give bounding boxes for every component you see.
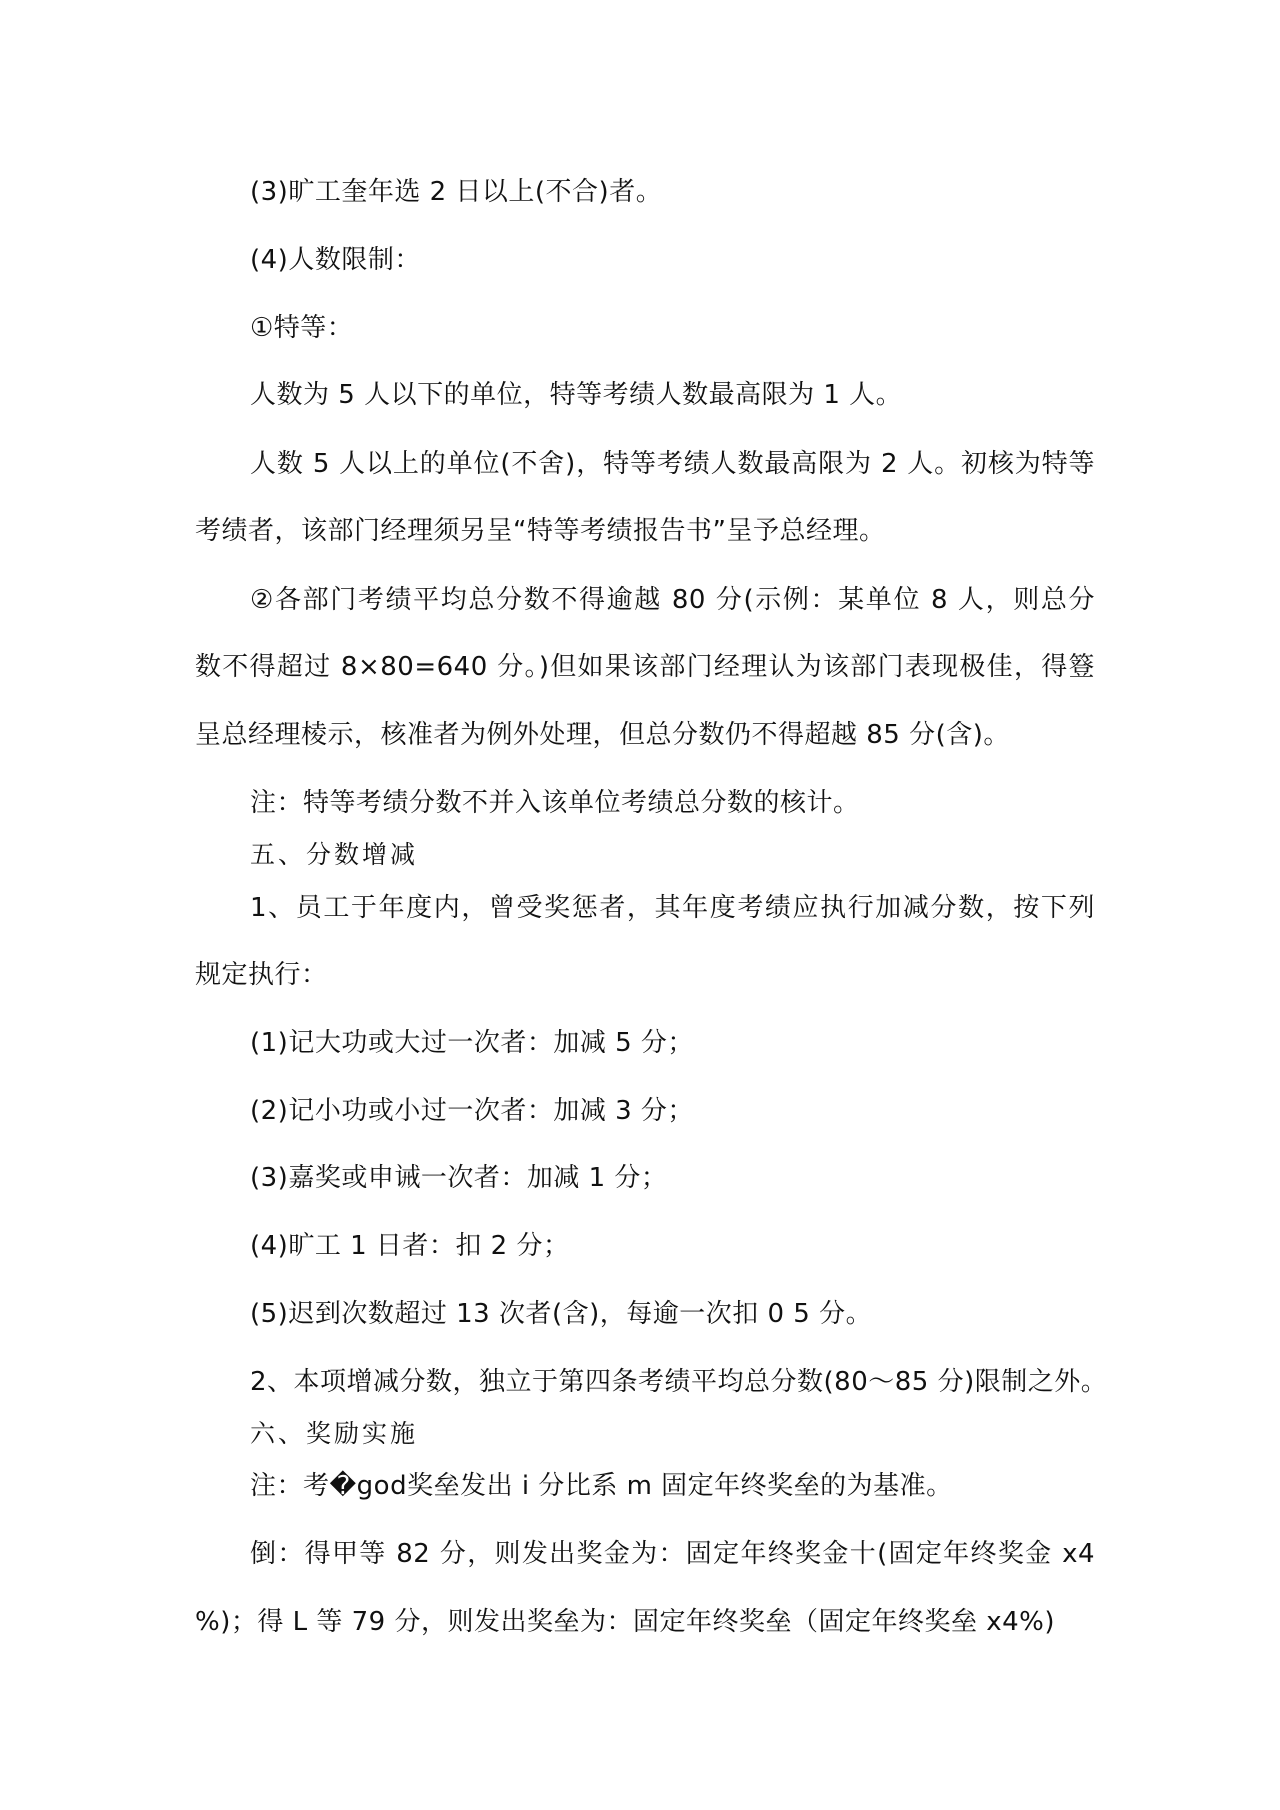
section-heading-reward: 六、奖励实施 [250,1419,419,1448]
text-line-adjustment-intro: 1、员工于年度内，曾受奖惩者，其年度考绩应执行加减分数，按下列 [250,893,1095,923]
text-line-reward-example-cont: %)；得 L 等 79 分，则发出奖垒为：固定年终奖垒（固定年终奖垒 x4%) [195,1607,1056,1637]
text-line-independence-rule: 2、本项增减分数，独立于第四条考绩平均总分数(80～85 分)限制之外。 [250,1367,1108,1397]
list-item-major-merit: (1)记大功或大过一次者：加减 5 分； [250,1028,694,1058]
text-line-special-note: 注：特等考绩分数不并入该单位考绩总分数的核计。 [250,788,860,818]
text-line-report-requirement: 考绩者，该部门经理须另呈“特等考绩报告书”呈予总经理。 [195,516,886,546]
text-line-reward-example: 倒：得甲等 82 分，则发出奖金为：固定年终奖金十(固定年终奖金 x4 [250,1539,1095,1569]
list-item-absence: (4)旷工 1 日者：扣 2 分； [250,1231,570,1261]
text-line-large-unit-rule: 人数 5 人以上的单位(不舍)，特等考绩人数最高限为 2 人。初核为特等 [250,449,1095,479]
list-item-commendation: (3)嘉奖或申诫一次者：加减 1 分； [250,1163,668,1193]
text-line-headcount-limit: (4)人数限制： [250,245,421,275]
section-heading-score-adjustment: 五、分数增减 [250,840,419,869]
text-line-absence-clause: (3)旷工奎年选 2 日以上(不合)者。 [250,177,663,207]
text-line-adjustment-intro-cont: 规定执行： [195,960,328,990]
text-line-special-grade: ①特等： [250,313,354,343]
text-line-average-limit: ②各部门考绩平均总分数不得逾越 80 分(示例：某单位 8 人，则总分 [250,585,1095,615]
text-line-average-example: 数不得超过 8×80=640 分。)但如果该部门经理认为该部门表现极佳，得簦 [195,652,1095,682]
text-line-small-unit-rule: 人数为 5 人以下的单位，特等考绩人数最高限为 1 人。 [250,380,903,410]
list-item-lateness: (5)迟到次数超过 13 次者(含)，每逾一次扣 0 5 分。 [250,1299,873,1329]
text-line-exception-rule: 呈总经理棱示，核准者为例外处理，但总分数仍不得超越 85 分(含)。 [195,720,1010,750]
text-line-reward-note: 注：考�god奖垒发出 i 分比系 m 固定年终奖垒的为基准。 [250,1471,953,1501]
list-item-minor-merit: (2)记小功或小过一次者：加减 3 分； [250,1096,694,1126]
